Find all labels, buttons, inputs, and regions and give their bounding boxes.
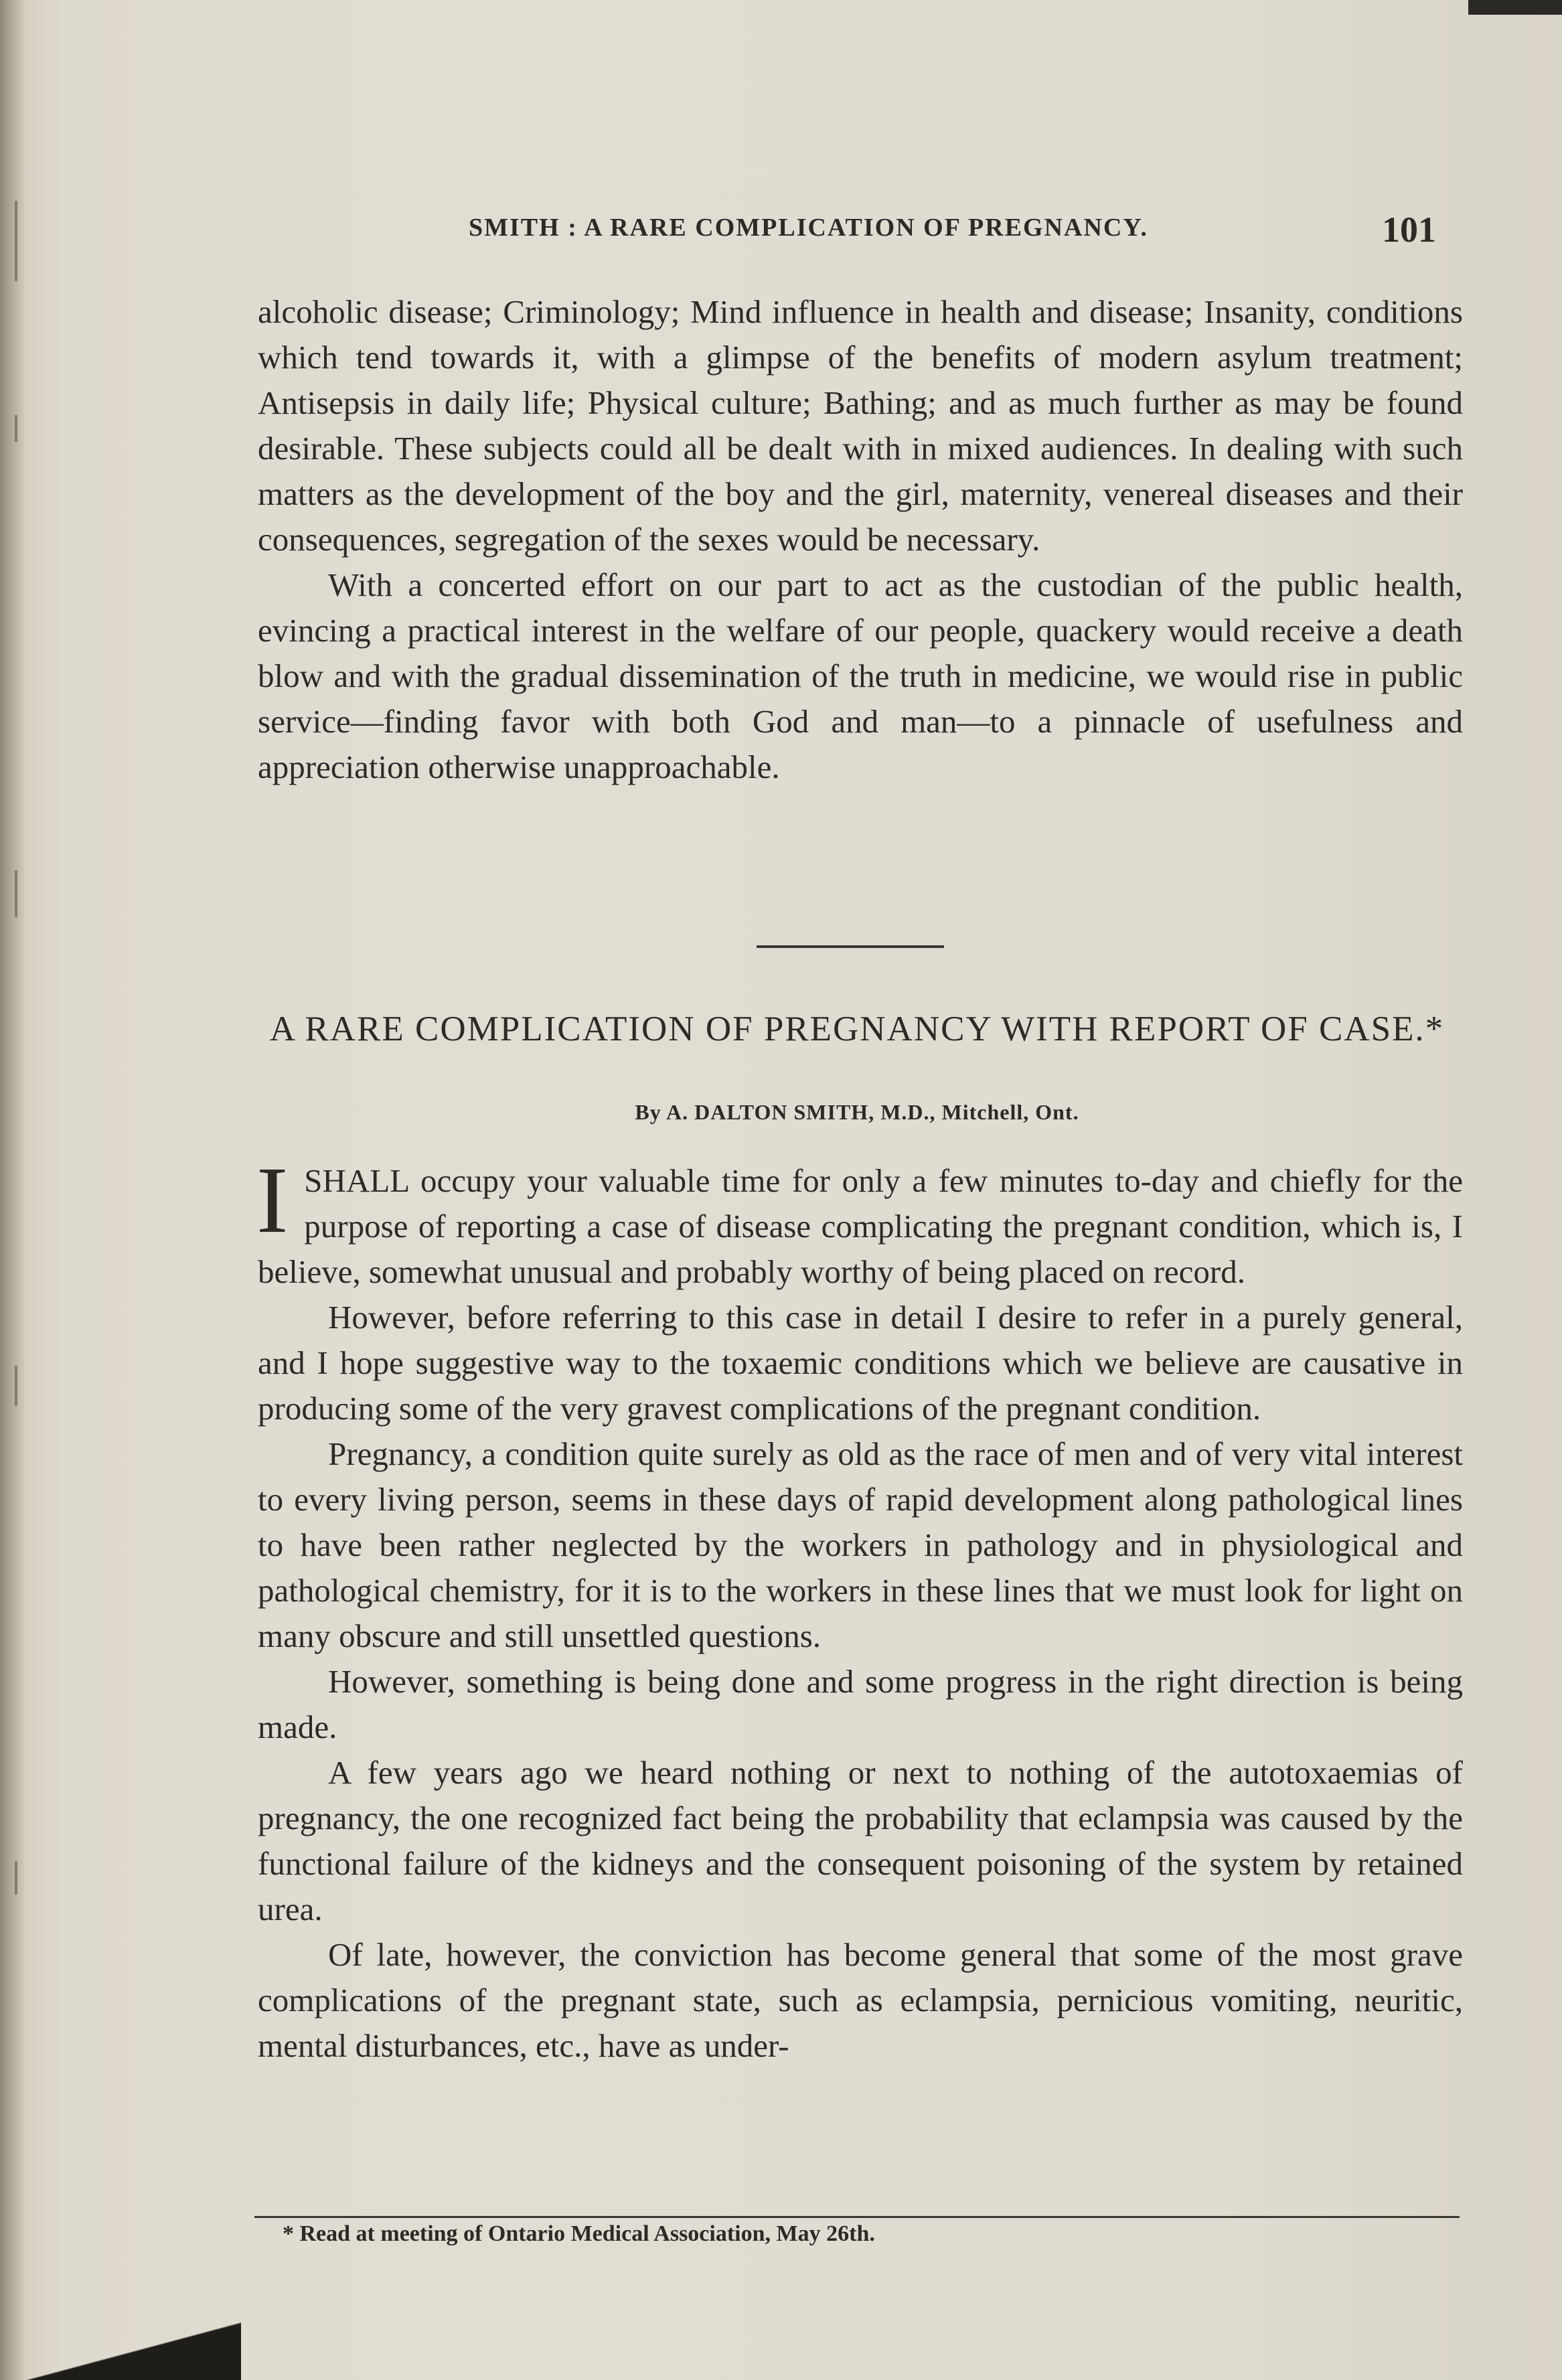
gutter-mark <box>15 201 17 281</box>
scan-edge-bottom-left <box>0 2300 241 2380</box>
paragraph: A few years ago we heard nothing or next to nothing of the autotoxaemias of pregnancy, the one recognized fact being the probability that eclampsia was caused by the functional failure of the kidneys and the consequent poisoning of the system by retained urea. <box>258 1754 1463 1927</box>
paragraph: With a concerted effort on our part to act as the custodian of the public health, evincing a practical interest in the welfare of our people, quackery would receive a death blow and with the gradual dissemination of the truth in medicine, we would rise in public service—finding favor with both God and man—to a pinnacle of usefulness and appreciation otherwise unapproachable. <box>258 566 1463 785</box>
article-byline: By A. DALTON SMITH, M.D., Mitchell, Ont. <box>635 1100 1079 1124</box>
gutter-mark <box>15 415 17 442</box>
opening-paragraph <box>256 1147 1463 1295</box>
footnote-divider <box>254 2216 1460 2218</box>
gutter-mark <box>15 1861 17 1895</box>
drop-cap: I <box>256 1147 289 1253</box>
gutter-mark <box>15 870 17 917</box>
paragraph: However, before referring to this case in detail I desire to refer in a purely general, and I hope suggestive way to the toxaemic conditions which we believe are causative in producing some of the very gravest complications of the pregnant condition. <box>258 1299 1463 1427</box>
paragraph: However, something is being done and some progress in the right direction is being made. <box>258 1663 1463 1745</box>
continued-text <box>258 289 1463 790</box>
article-body <box>256 1147 1463 2069</box>
running-head: SMITH : A RARE COMPLICATION OF PREGNANCY. <box>469 214 1148 242</box>
gutter-mark <box>15 1366 17 1406</box>
footnote: * Read at meeting of Ontario Medical Association, May 26th. <box>283 2221 875 2246</box>
paragraph: alcoholic disease; Criminology; Mind influence in health and disease; Insanity, conditions which tend towards it, with a glimpse of the benefits of modern asylum treatment; Antisepsis in daily life; Physical culture; Bathing; and as much further as may be found desirable. These subjects could all be dealt with in mixed audiences. In dealing with such matters as the development of the boy and the girl, maternity, venereal diseases and their consequences, segregation of the sexes would be necessary. <box>258 293 1463 558</box>
opening-paragraph-text: SHALL occupy your valuable time for only a few minutes to-day and chiefly for the purpose of reporting a case of disease complicating the pregnant condition, which is, I believe, somewhat unusual and probably worthy of being placed on record. <box>258 1162 1463 1290</box>
paragraph: Pregnancy, a condition quite surely as old as the race of men and of very vital interest to every living person, seems in these days of rapid development along pathological lines to have been rather neglected by the workers in pathology and in physiological and pathological chemistry, for it is to the workers in these lines that we must look for light on many obscure and still unsettled questions. <box>258 1435 1463 1654</box>
paragraph: Of late, however, the conviction has become general that some of the most grave complications of the pregnant state, such as eclampsia, pernicious vomiting, neuritic, mental disturbances, etc., have as under- <box>258 1936 1463 2064</box>
scan-edge-top-right <box>1468 0 1562 15</box>
article-title: A RARE COMPLICATION OF PREGNANCY WITH REPORT OF CASE.* <box>269 1010 1445 1048</box>
section-divider <box>757 945 944 948</box>
page-number: 101 <box>1382 210 1436 250</box>
page-gutter-shadow <box>0 0 24 2380</box>
